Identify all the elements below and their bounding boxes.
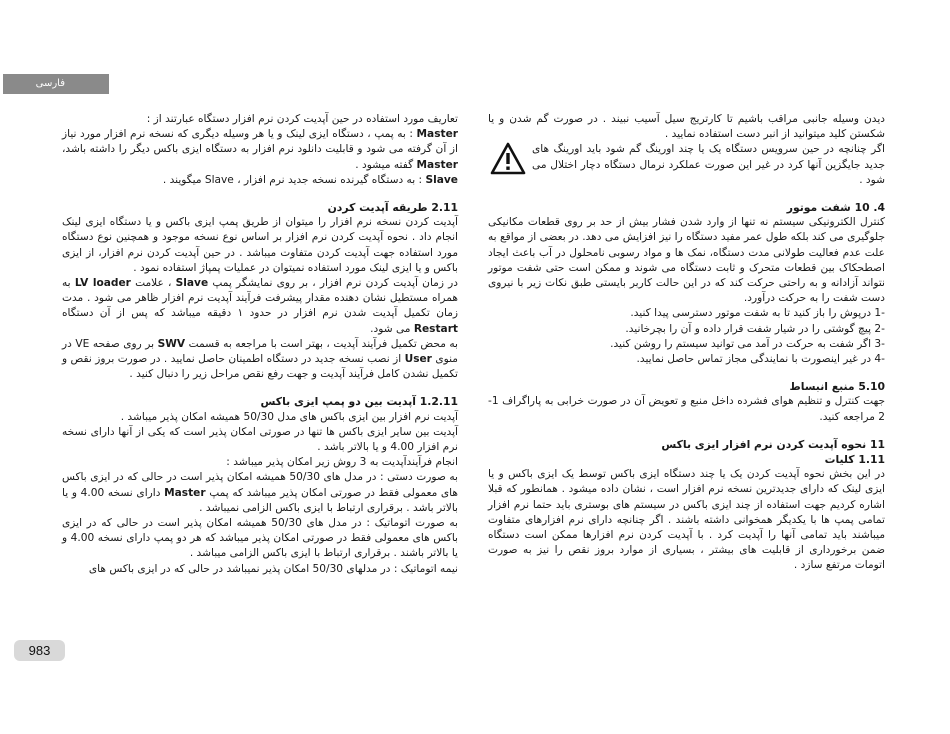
- section-heading-2-11: 2.11 طریقه آپدیت کردن: [327, 201, 458, 215]
- paragraph-1-2-11-a: آپدیت نرم افزار بین ایزی باکس های مدل 50/30 همیشه امکان پذیر میباشد .: [120, 410, 458, 423]
- paragraph-2-11-b: [62, 276, 458, 337]
- master-definition: [62, 127, 458, 173]
- slave-keyword: Slave: [175, 277, 209, 290]
- left-column: [62, 112, 458, 577]
- text-span: به محض تکمیل فرآیند آپدیت ، بهتر است با مراجعه به قسمت: [185, 337, 459, 350]
- master-term: Master: [416, 128, 458, 141]
- paragraph-1-2-11-e: به صورت اتوماتیک : در مدل های 50/30 همیشه امکان پذیر است در حالی که در ایزی باکس های معمولی فقط در صورتی امکان پذیر میباشد که هر دو پمپ دارای نسخه 4.00 و یا بالاتر باشند . برقراری ارتباط با ایزی باکس الزامی میباشد .: [62, 517, 458, 560]
- slave-def-text: : به دستگاه گیرنده نسخه جدید نرم افزار ، Slave میگویند .: [162, 173, 426, 186]
- text-span: به همراه مستطیل نشان دهنده مقدار پیشرفت فرآیند آپدیت نرم افزار ظاهر می شود . مدت زمان تکمیل آپدیت شدن نرم افزار در حدود ۱ دقیقه میباشد که پس از آن دستگاه: [62, 277, 458, 320]
- text-span: در زمان آپدیت کردن نرم افزار ، بر روی نمایشگر پمپ: [208, 277, 458, 290]
- paragraph-1-2-11-b: آپدیت بین سایر ایزی باکس ها تنها در صورتی امکان پذیر است که یکی از آنها دارای نسخه نرم افزار 4.00 و یا بالاتر باشد .: [62, 425, 458, 454]
- text-span: می شود.: [370, 322, 414, 335]
- paragraph-top: دیدن وسیله جانبی مراقب باشیم تا کارتریج سیل آسیب نبیند . در صورت گم شدن و یا شکستن کلید میتوانید از انبر دست استفاده نمایید .: [488, 113, 885, 141]
- slave-term: Slave: [425, 173, 458, 186]
- slave-definition: [62, 173, 458, 188]
- chapter-heading-11: 11 نحوه آپدیت کردن نرم افزار ایزی باکس: [661, 437, 885, 451]
- swv-keyword: SWV: [157, 337, 186, 350]
- paragraph-1-2-11-f: نیمه اتوماتیک : در مدلهای 50/30 امکان پذیر نمیباشد در حالی که در ایزی باکس های: [88, 562, 458, 575]
- page-number: 983: [14, 640, 65, 661]
- step-2: -2 پیچ گوشتی را در شیار شفت قرار داده و آن را بچرخانید.: [625, 322, 885, 335]
- paragraph-1-11: در این بخش نحوه آپدیت کردن یک یا چند دستگاه ایزی باکس توسط یک ایزی باکس و یا ایزی لینک که دارای جدیدترین نسخه نرم افزار است ، نشان داده میشود . همانطور که قبلا اشاره کردیم جهت استفاده از چند ایزی باکس در سیستم های بوستری باید حتما نرم افزار تمامی پمپ ها با یکدیگر همخوانی داشته باشند . اگر چنانچه دارای نرم افزارهای متفاوت میباشند باید تمامی آنها را آپدیت کرد . با آپدیت کردن نرم افزارها ممکن است دستگاه ضمن برخورداری از قابلیت های بیشتر ، بسیاری از موارد بروز نقص را نیز به صورت اتومات مرتفع سازد .: [488, 468, 885, 572]
- language-tab: فارسی: [3, 74, 109, 94]
- section-heading-4-10: 4. 10 شفت موتور: [786, 201, 885, 215]
- definitions-intro: تعاریف مورد استفاده در حین آپدیت کردن نرم افزار دستگاه عبارتند از :: [146, 113, 458, 125]
- step-4: -4 در غیر اینصورت با نمایندگی مجاز تماس حاصل نمایید.: [636, 353, 885, 366]
- warning-note: [488, 142, 885, 188]
- warning-triangle-icon: [490, 142, 526, 176]
- section-heading-1-2-11: 1.2.11 آپدیت بین دو پمپ ایزی باکس: [260, 395, 458, 409]
- paragraph-5-10: جهت کنترل و تنظیم هوای فشرده داخل منبع و تعویض آن در صورت خرابی به پاراگراف 1-2 مراجعه کنید.: [488, 395, 885, 423]
- paragraph-1-2-11-d: [62, 470, 458, 516]
- section-heading-1-11: 1.11 کلیات: [824, 453, 885, 467]
- paragraph-2-11-a: آپدیت کردن نسخه نرم افزار را میتوان از طریق پمپ ایزی باکس و یا دستگاه ایزی لینک انجام داد . نحوه آپدیت کردن نرم افزار بر اساس نوع نسخه موجود و همچنین نوع دستگاه مورد استفاده جهت آپدیت کردن متفاوت میباشد . در حین آپدیت کردن نرم افزار، از ایزی باکس و یا ایزی لینک مورد استفاده نمیتوان در عملیات پمپاژ استفاده نمود .: [62, 216, 458, 274]
- section-heading-5-10: 5.10 منبع انبساط: [789, 380, 885, 394]
- master-called-text: گفته میشود .: [355, 158, 417, 171]
- text-span: دارای نسخه 4.00 و یا بالاتر باشد . برقراری ارتباط با ایزی باکس الزامی نمیباشد .: [62, 486, 458, 514]
- text-span: از نصب نسخه جدید در دستگاه اطمینان حاصل نمایید . در صورت بروز نقص و تکمیل نشدن کامل فرآیند آپدیت و جهت رفع نقص مراحل زیر را دنبال کنید .: [62, 353, 458, 381]
- text-span: ، علامت: [130, 277, 176, 290]
- master-def-text: : به پمپ ، دستگاه ایزی لینک و یا هر وسیله دیگری که نسخه نرم افزار مورد نیاز از آن گرفته می شود و قابلیت دانلود نرم افزار به دستگاه ایزی باکس دیگر را داشته باشد،: [62, 128, 458, 156]
- text-span: به صورت دستی : در مدل های 50/30 همیشه امکان پذیر است در حالی که در ایزی باکس های معمولی فقط در صورتی امکان پذیر میباشد که پمپ: [62, 471, 459, 499]
- paragraph-1-2-11-c: انجام فرآیندآپدیت به 3 روش زیر امکان پذیر میباشد :: [226, 456, 458, 469]
- master-keyword: Master: [164, 486, 206, 499]
- restart-keyword: Restart: [413, 322, 458, 335]
- paragraph-4-10: کنترل الکترونیکی سیستم نه تنها از وارد شدن فشار بیش از حد بر روی قطعات مکانیکی جلوگیری می کند بلکه طول عمر مفید دستگاه را نیز افزایش می دهد. در بعضی از مواقع به علت عدم فعالیت طولانی مدت دستگاه، نمک ها و مواد رسوبی نامحلول در آب باعث ایجاد اصطحکاک بین قطعات متحرک و ثابت دستگاه می شوند و ممکن است حتی شفت موتور نتواند آزادانه و به راحتی حرکت کند که در این حالت کاربر بایستی طبق نکات زیر با نیروی دست شفت را به حرکت درآورد.: [488, 216, 885, 305]
- user-keyword: User: [404, 353, 432, 366]
- warning-text: اگر چنانچه در حین سرویس دستگاه یک یا چند اورینگ گم شود باید اورینگ های جدید جایگزین آنها کرد در غیر این صورت عملکرد نرمال دستگاه دچار اختلال می شود .: [532, 143, 885, 186]
- text-span: بر روی صفحه VE در منوی: [62, 337, 458, 366]
- paragraph-2-11-c: [62, 337, 458, 383]
- lv-loader-keyword: LV loader: [74, 277, 131, 290]
- step-3: -3 اگر شفت به حرکت در آمد می توانید سیستم را روشن کنید.: [610, 337, 885, 350]
- master-term-2: Master: [416, 158, 458, 171]
- step-1: -1 درپوش را باز کنید تا به شفت موتور دسترسی پیدا کنید.: [630, 307, 885, 320]
- right-column: [488, 112, 885, 574]
